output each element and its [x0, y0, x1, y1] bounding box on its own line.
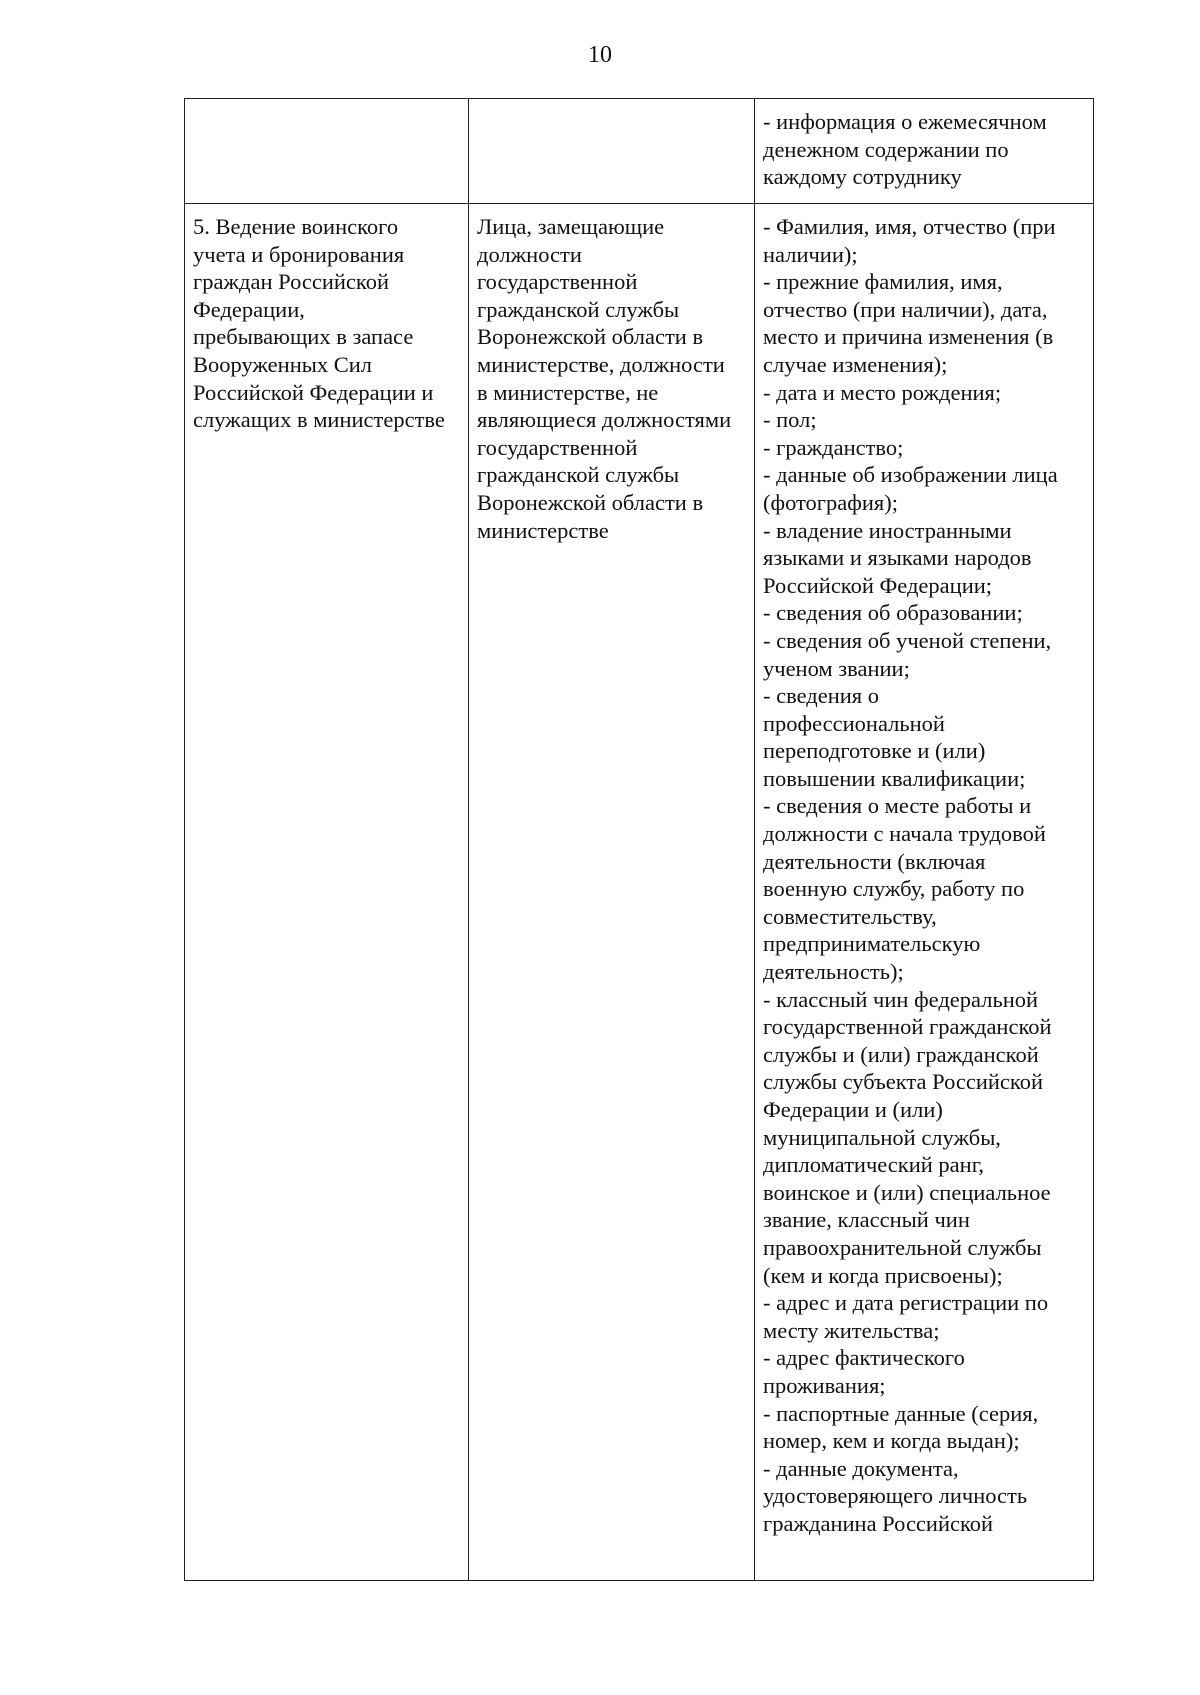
- cell-text-line: ученом звании;: [763, 655, 910, 681]
- table-row: [185, 204, 1094, 1581]
- cell-text-line: отчество (при наличии), дата,: [763, 296, 1048, 322]
- cell-text-line: - дата и место рождения;: [763, 379, 1002, 405]
- cell-text-line: переподготовке и (или): [763, 738, 986, 764]
- cell-text-line: - Фамилия, имя, отчество (при: [763, 214, 1056, 239]
- cell-text-line: 5. Ведение воинского: [193, 214, 399, 239]
- cell-text-line: месту жительства;: [763, 1317, 940, 1343]
- cell-text-line: Федерации и (или): [763, 1097, 943, 1122]
- cell-text-line: (кем и когда присвоены);: [763, 1262, 1003, 1288]
- cell-text-line: Российской Федерации;: [763, 572, 993, 598]
- cell-text-line: удостоверяющего личность: [763, 1483, 1028, 1509]
- cell-text-line: - пол;: [763, 407, 817, 433]
- cell-text-line: гражданской службы: [477, 296, 680, 322]
- cell-text-line: (фотография);: [763, 489, 898, 515]
- cell-text-line: - информация о ежемесячном: [763, 109, 1047, 134]
- cell-text-line: профессиональной: [763, 710, 945, 736]
- cell-text-line: деятельности (включая: [763, 848, 986, 874]
- cell-text-line: звание, классный чин: [763, 1207, 970, 1233]
- cell-text-line: военную службу, работу по: [763, 876, 1025, 902]
- cell-text-line: случае изменения);: [763, 351, 948, 377]
- cell-text-line: наличии);: [763, 241, 858, 267]
- page-number: 10: [588, 42, 612, 68]
- cell-text-line: деятельность);: [763, 959, 904, 985]
- cell-text-line: - сведения об ученой степени,: [763, 627, 1052, 653]
- cell-data-list: [755, 99, 1094, 204]
- cell-text-line: Воронежской области в: [477, 324, 704, 350]
- table-row: [185, 99, 1094, 204]
- cell-text-line: должности: [477, 241, 582, 267]
- cell-text-line: государственной: [477, 269, 638, 295]
- cell-text-line: место и причина изменения (в: [763, 324, 1054, 350]
- cell-text-line: гражданской службы: [477, 462, 680, 488]
- cell-text-line: Федерации,: [193, 296, 305, 322]
- cell-purpose: [185, 204, 469, 1581]
- cell-text-line: номер, кем и когда выдан);: [763, 1428, 1020, 1454]
- cell-text-line: - адрес фактического: [763, 1345, 965, 1371]
- cell-text-line: Российской Федерации и: [193, 379, 434, 405]
- cell-text-line: государственной: [477, 434, 638, 460]
- cell-text-line: правоохранительной службы: [763, 1234, 1042, 1260]
- cell-text-line: - сведения о: [763, 683, 880, 709]
- cell-text-line: - сведения об образовании;: [763, 600, 1023, 626]
- cell-text-line: - данные документа,: [763, 1455, 959, 1481]
- cell-text-line: совместительству,: [763, 903, 937, 929]
- cell-text-line: воинское и (или) специальное: [763, 1179, 1051, 1205]
- cell-text-line: - данные об изображении лица: [763, 462, 1058, 488]
- cell-subjects: [469, 204, 755, 1581]
- cell-text-line: гражданина Российской: [763, 1510, 994, 1536]
- cell-text-line: предпринимательскую: [763, 931, 981, 957]
- cell-text-line: - адрес и дата регистрации по: [763, 1290, 1049, 1316]
- cell-text-line: - гражданство;: [763, 434, 904, 460]
- cell-text-line: - паспортные данные (серия,: [763, 1400, 1039, 1426]
- cell-subjects: [469, 99, 755, 204]
- cell-text-line: языками и языками народов: [763, 545, 1032, 571]
- cell-text-line: служащих в министерстве: [193, 407, 445, 433]
- cell-text-line: денежном содержании по: [763, 136, 1009, 162]
- cell-text-line: министерстве: [477, 517, 609, 543]
- cell-text-line: Вооруженных Сил: [193, 351, 373, 377]
- cell-text-line: каждому сотруднику: [763, 164, 962, 190]
- cell-text-line: - владение иностранными: [763, 517, 1012, 543]
- cell-text-line: граждан Российской: [193, 269, 389, 295]
- cell-text-line: службы и (или) гражданской: [763, 1041, 1039, 1067]
- cell-data-list: [755, 204, 1094, 1581]
- cell-text-line: Воронежской области в: [477, 489, 704, 515]
- cell-text-line: муниципальной службы,: [763, 1124, 1001, 1150]
- cell-text-line: повышении квалификации;: [763, 765, 1026, 791]
- cell-text-line: государственной гражданской: [763, 1014, 1052, 1040]
- cell-text-line: являющиеся должностями: [477, 407, 732, 433]
- data-processing-table: [184, 98, 1094, 1581]
- cell-text-line: пребывающих в запасе: [193, 324, 414, 350]
- cell-text-line: проживания;: [763, 1372, 886, 1398]
- cell-text-line: Лица, замещающие: [477, 214, 665, 239]
- cell-text-line: - классный чин федеральной: [763, 986, 1039, 1012]
- cell-text-line: должности с начала трудовой: [763, 821, 1046, 847]
- cell-text-line: службы субъекта Российской: [763, 1069, 1043, 1095]
- cell-text-line: учета и бронирования: [193, 241, 405, 267]
- cell-text-line: в министерстве, не: [477, 379, 659, 405]
- cell-text-line: - сведения о месте работы и: [763, 793, 1032, 819]
- cell-text-line: - прежние фамилия, имя,: [763, 269, 1003, 295]
- cell-text-line: министерстве, должности: [477, 351, 725, 377]
- cell-purpose: [185, 99, 469, 204]
- cell-text-line: дипломатический ранг,: [763, 1152, 985, 1178]
